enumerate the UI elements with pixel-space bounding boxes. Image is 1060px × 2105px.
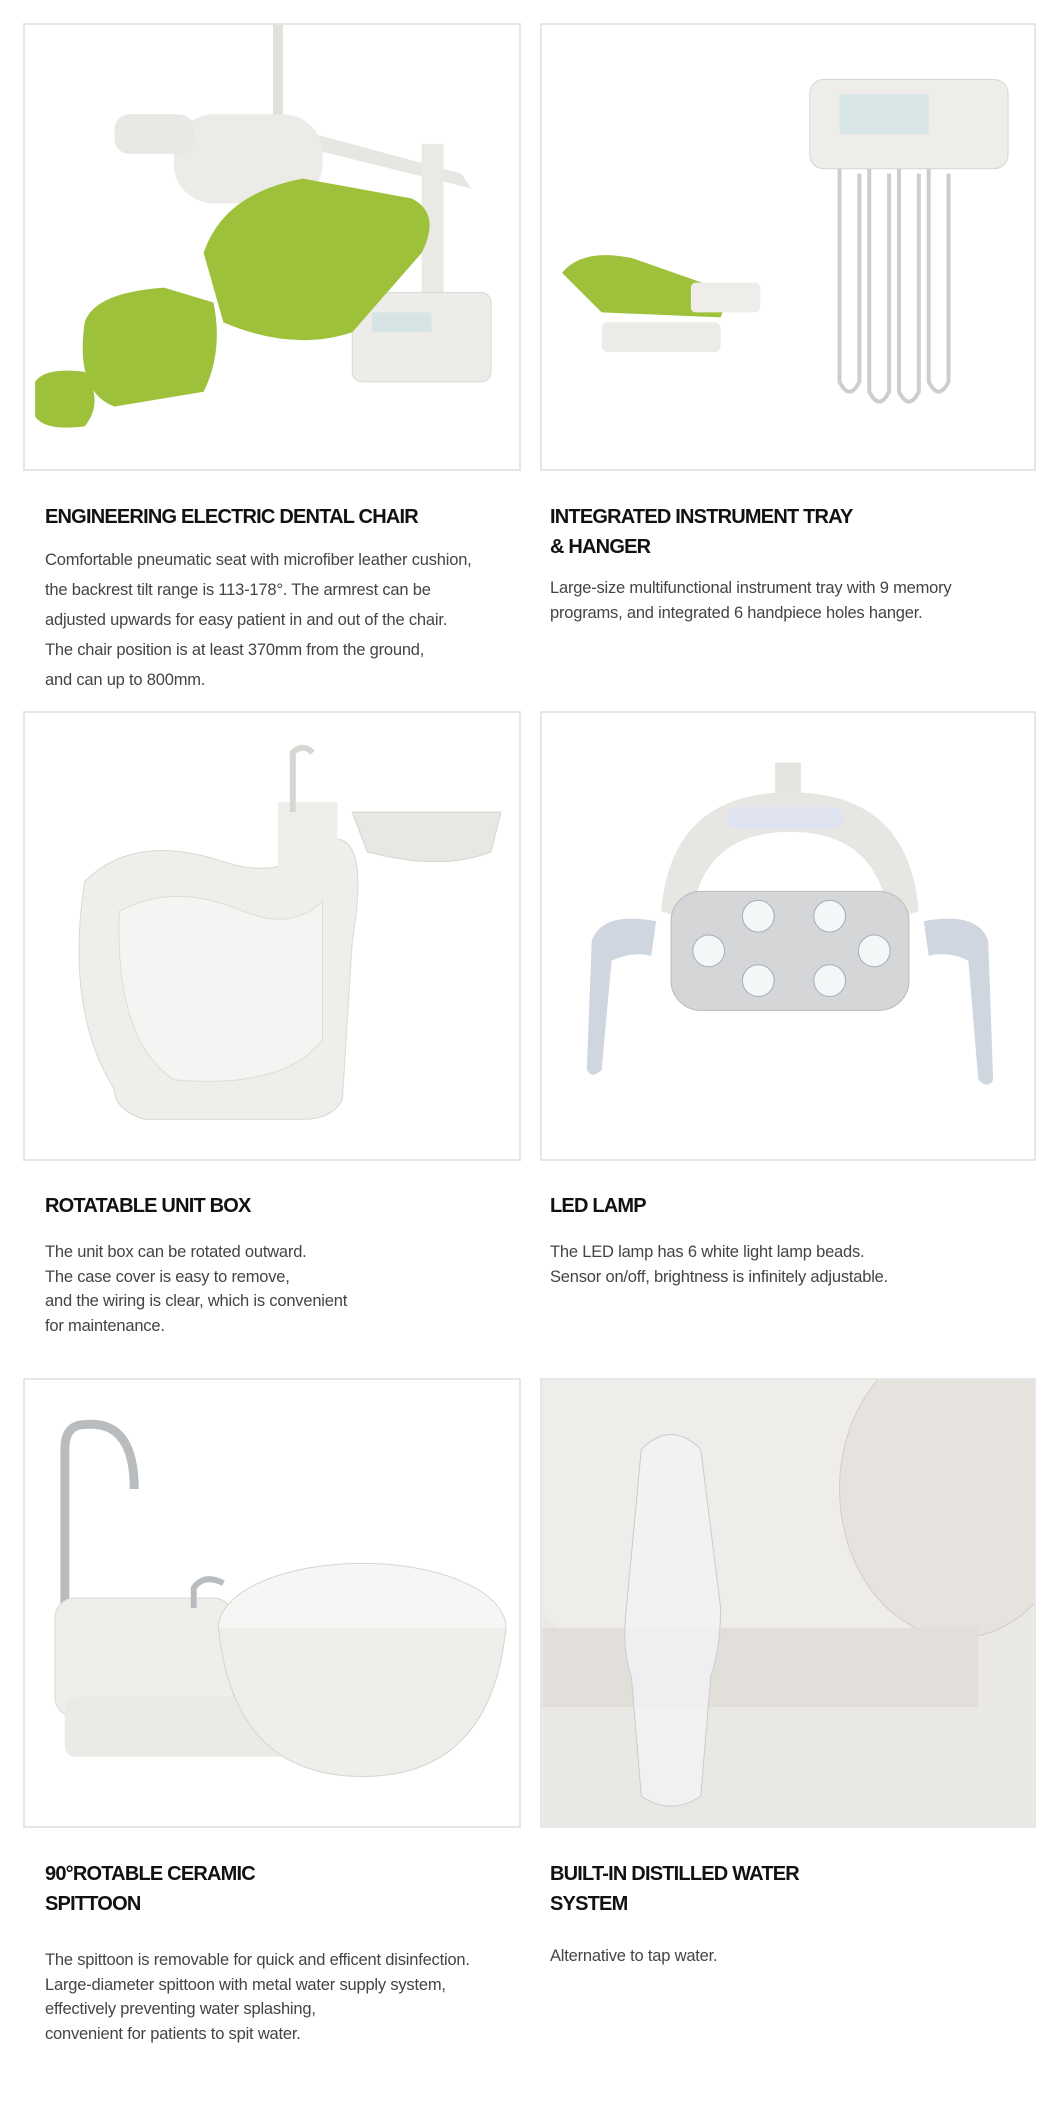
instrument-tray-image bbox=[540, 23, 1036, 471]
spittoon-image bbox=[23, 1378, 521, 1828]
section-title: INTEGRATED INSTRUMENT TRAY & HANGER bbox=[550, 506, 853, 558]
led-lamp-image bbox=[540, 711, 1036, 1161]
section-body: The spittoon is removable for quick and efficent disinfection. Large-diameter spittoon with metal water supply system, effectively preventing water splashing, convenient for patients to spit water. bbox=[45, 1951, 470, 2043]
section-title: BUILT-IN DISTILLED WATER SYSTEM bbox=[550, 1863, 799, 1915]
section-title: ROTATABLE UNIT BOX bbox=[45, 1195, 251, 1217]
dental-chair-image bbox=[23, 23, 521, 471]
section-body: The LED lamp has 6 white light lamp beads. Sensor on/off, brightness is infinitely adjustable. bbox=[550, 1243, 889, 1286]
section-body: Large-size multifunctional instrument tray with 9 memory programs, and integrated 6 handpiece holes hanger. bbox=[550, 579, 952, 622]
section-body: Alternative to tap water. bbox=[550, 1947, 718, 1965]
section-title: ENGINEERING ELECTRIC DENTAL CHAIR bbox=[45, 506, 418, 528]
section-title: 90°ROTABLE CERAMIC SPITTOON bbox=[45, 1863, 255, 1915]
water-bottle-image bbox=[540, 1378, 1036, 1828]
section-body: The unit box can be rotated outward. The case cover is easy to remove, and the wiring is clear, which is convenient for maintenance. bbox=[45, 1243, 348, 1335]
unit-box-image bbox=[23, 711, 521, 1161]
section-body: Comfortable pneumatic seat with microfiber leather cushion, the backrest tilt range is 113-178°. The armrest can be adjusted upwards for easy patient in and out of the chair. The chair position is at least 370mm from the ground, and can up to 800mm. bbox=[45, 551, 472, 689]
section-title: LED LAMP bbox=[550, 1195, 646, 1217]
